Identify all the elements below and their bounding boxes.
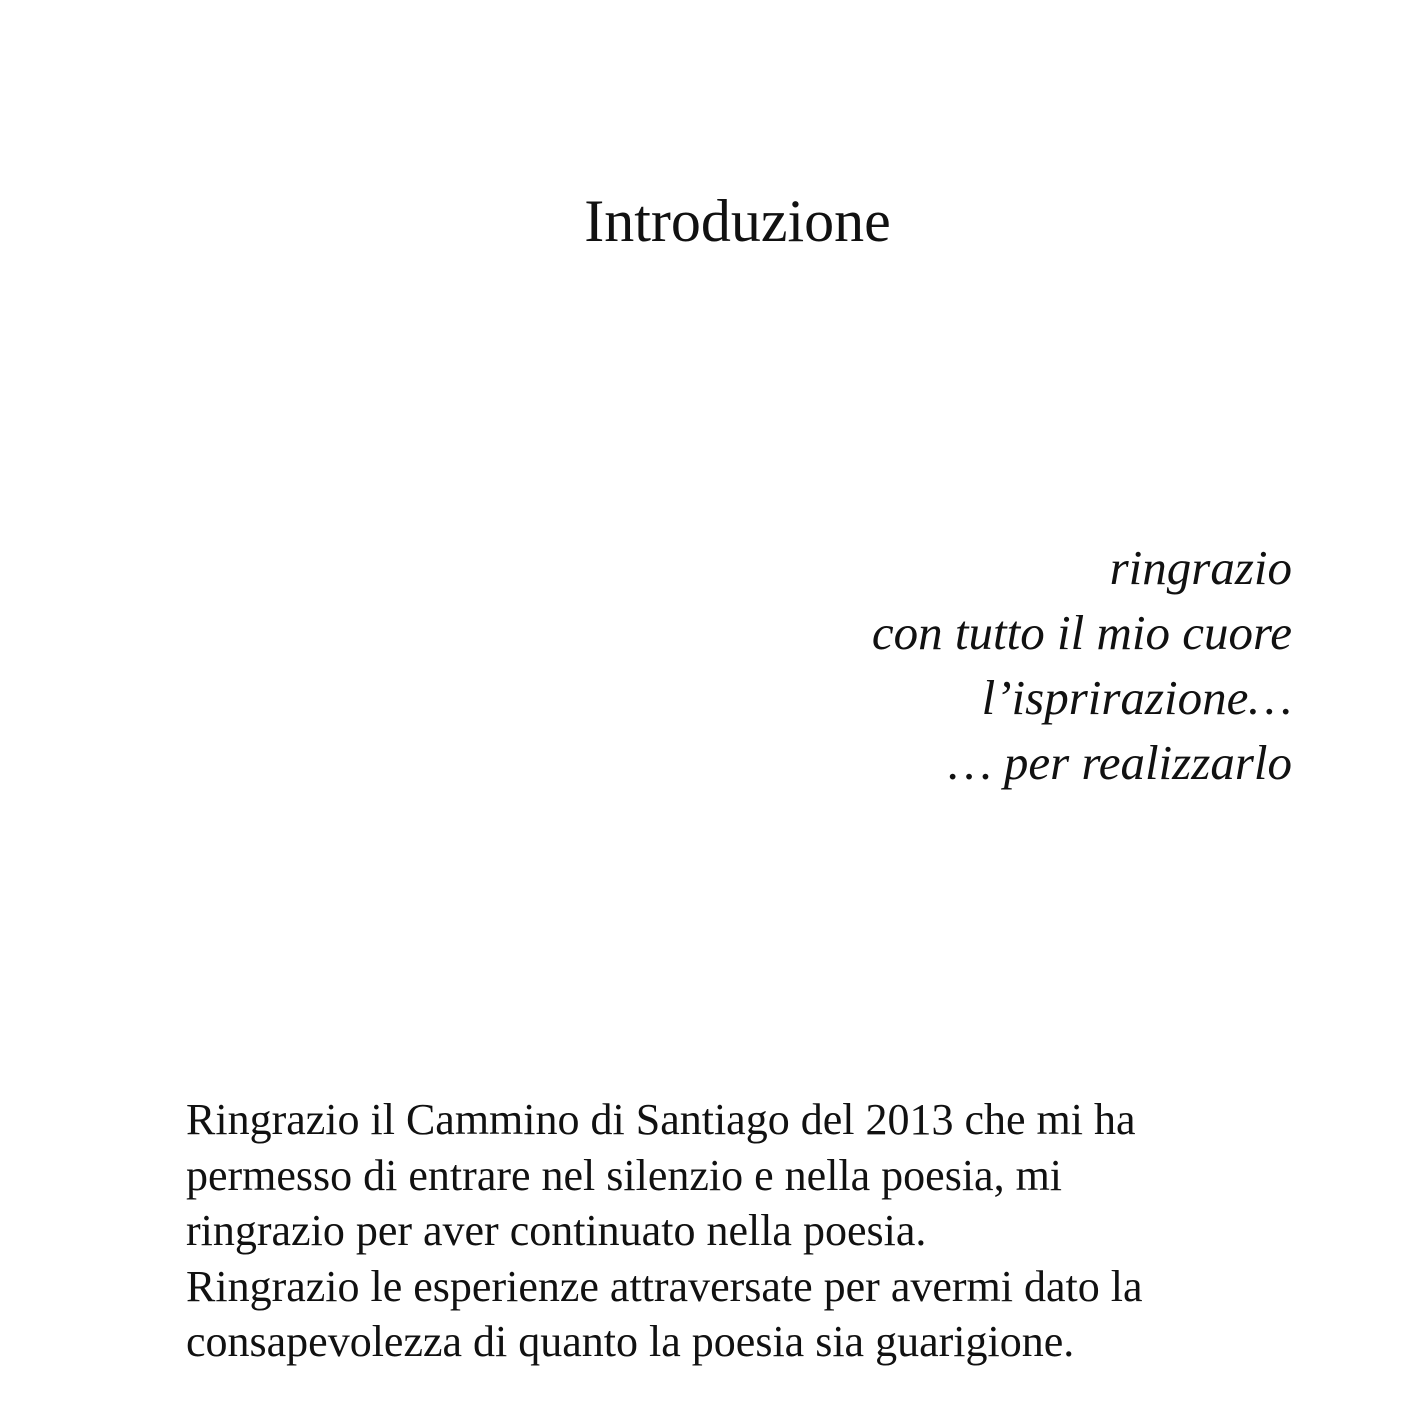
verse-line: … per realizzarlo [948,735,1292,790]
page-title: Introduzione [584,188,891,254]
paragraph-line: Ringrazio le esperienze attraversate per avermi dato la [186,1261,1143,1311]
intro-paragraph [186,1092,1143,1370]
verse-line: ringrazio [1109,540,1292,595]
verse-line: l’isprirazione… [981,670,1292,725]
paragraph-line: ringrazio per aver continuato nella poesia. [186,1206,927,1255]
verse-line: con tutto il mio cuore [871,605,1292,660]
paragraph-line: Ringrazio il Cammino di Santiago del 2013 che mi ha [186,1095,1136,1144]
paragraph-line: consapevolezza di quanto la poesia sia guarigione. [186,1317,1075,1366]
paragraph-line: permesso di entrare nel silenzio e nella poesia, mi [186,1150,1063,1200]
dedication-verse [872,535,1292,795]
